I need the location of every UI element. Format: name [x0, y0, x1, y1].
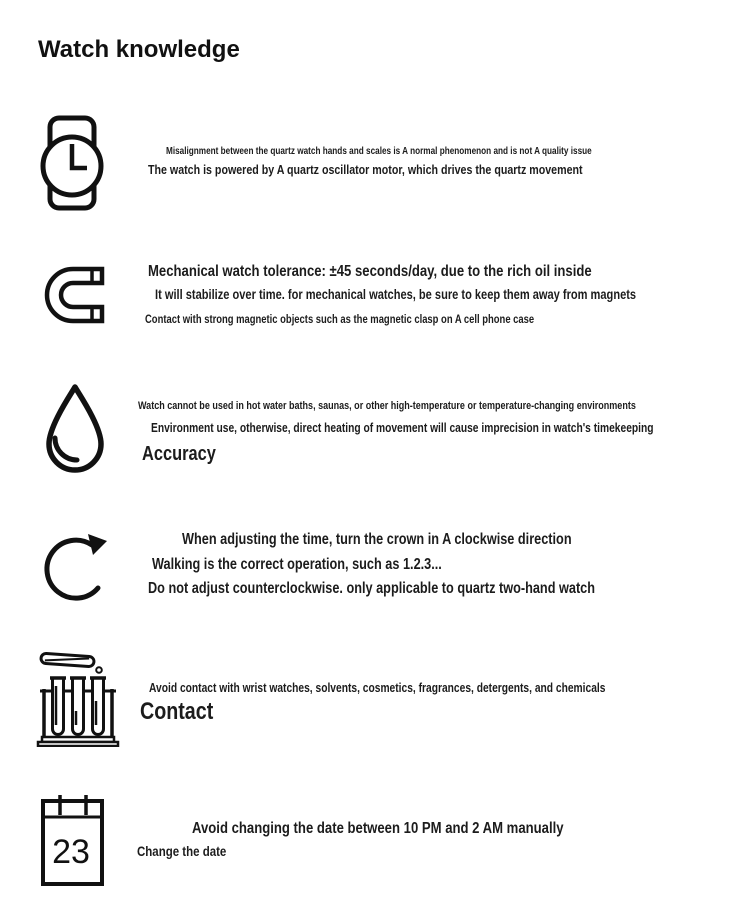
page-title: Watch knowledge — [38, 36, 240, 63]
section-1-line-1: Misalignment between the quartz watch hands and scales is A normal phenomenon and is not A quality issue — [166, 146, 592, 157]
watch-icon — [40, 114, 104, 217]
test-tubes-icon — [36, 645, 120, 752]
section-2-line-2: It will stabilize over time. for mechanical watches, be sure to keep them away from magnets — [155, 287, 637, 302]
section-3-line-1: Watch cannot be used in hot water baths, saunas, or other high-temperature or temperature-changing environments — [138, 400, 636, 412]
section-5-line-1: Avoid contact with wrist watches, solvents, cosmetics, fragrances, detergents, and chemicals — [149, 681, 606, 695]
section-4-line-2: Walking is the correct operation, such as 1.2.3... — [152, 556, 442, 573]
section-1-line-2: The watch is powered by A quartz oscillator motor, which drives the quartz movement — [148, 162, 583, 177]
section-3-line-2: Environment use, otherwise, direct heating of movement will cause imprecision in watch's timekeeping — [151, 421, 654, 435]
calendar-icon — [40, 793, 105, 891]
section-6-line-2: Change the date — [137, 843, 227, 859]
calendar-day-number: 23 — [52, 833, 90, 871]
magnet-icon — [42, 266, 108, 329]
clockwise-arrow-icon — [37, 520, 113, 615]
section-4-line-3: Do not adjust counterclockwise. only applicable to quartz two-hand watch — [148, 580, 596, 597]
section-4-line-1: When adjusting the time, turn the crown in A clockwise direction — [182, 531, 572, 548]
section-2-line-1: Mechanical watch tolerance: ±45 seconds/day, due to the rich oil inside — [148, 263, 592, 280]
section-5-heading: Contact — [140, 698, 214, 725]
section-2-line-3: Contact with strong magnetic objects such as the magnetic clasp on A cell phone case — [145, 314, 535, 326]
section-3-heading: Accuracy — [142, 443, 216, 465]
section-6-line-1: Avoid changing the date between 10 PM and 2 AM manually — [192, 820, 564, 837]
water-drop-icon — [40, 381, 110, 482]
